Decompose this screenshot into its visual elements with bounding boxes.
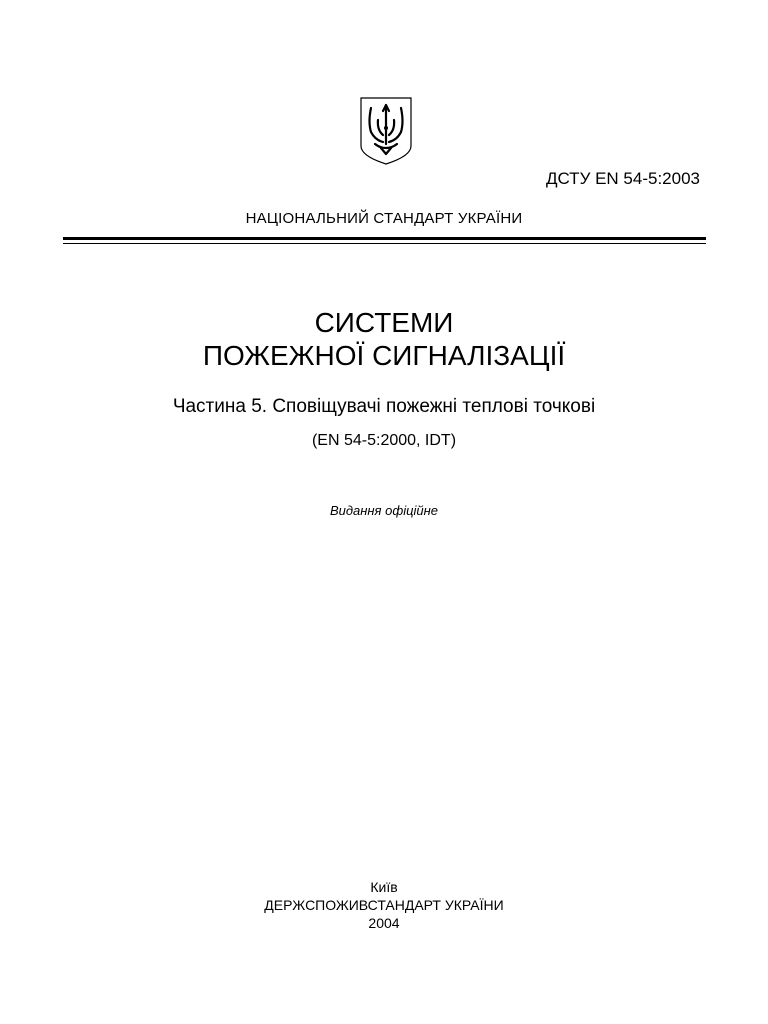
divider-thin [63,243,706,244]
national-standard-heading: НАЦІОНАЛЬНИЙ СТАНДАРТ УКРАЇНИ [245,210,523,227]
title-line-1: СИСТЕМИ [314,307,454,338]
edition-note: Видання офіційне [329,503,439,518]
imprint-publisher: ДЕРЖСПОЖИВСТАНДАРТ УКРАЇНИ [264,897,504,913]
document-title [0,306,768,372]
imprint-city: Київ [370,879,398,895]
standard-designation: ДСТУ EN 54-5:2003 [545,169,700,188]
title-line-2: ПОЖЕЖНОЇ СИГНАЛІЗАЦІЇ [202,340,566,371]
document-subtitle: Частина 5. Сповіщувачі пожежні теплові точкові [172,396,596,417]
equivalence-reference: (EN 54-5:2000, IDT) [311,432,457,449]
imprint-block [0,878,768,932]
divider-thick [63,237,706,240]
imprint-year: 2004 [368,915,400,931]
trident-coat-of-arms-icon [358,96,414,166]
